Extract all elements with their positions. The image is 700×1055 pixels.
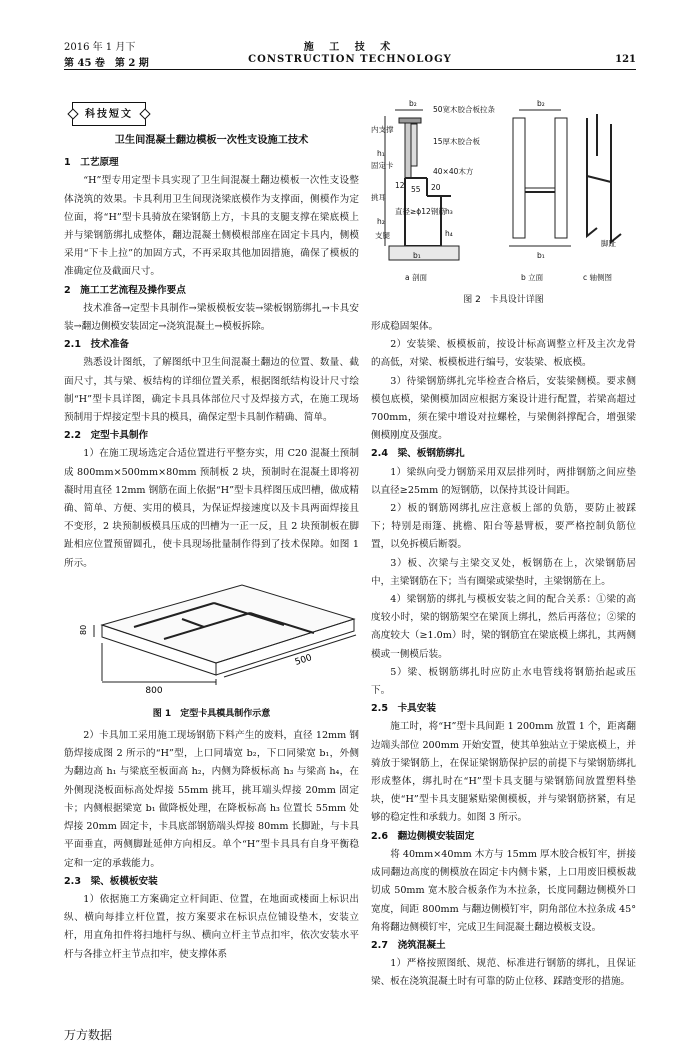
paragraph: 将 40mm×40mm 木方与 15mm 厚木胶合板钉牢，拼接成同翻边高度的侧模放在固定卡内侧卡紧，上口用废旧模板裁切成 50mm 宽木胶合板条作为木拉条，长度同翻边侧模外口宽度，间距 800mm 与翻边侧模钉牢，阴角部位木拉条成 45°角将翻边侧模钉牢，完成卫生间混凝土翻边模板支设。 [371, 848, 636, 933]
paragraph: 1）梁纵向受力钢筋采用双层排列时，两排钢筋之间应垫以直径≥25mm 的短钢筋，以保持其设计间距。 [371, 466, 636, 496]
figure-2 [371, 96, 636, 292]
page-number: 121 [615, 54, 636, 65]
fig1-dim-height: 80 [79, 624, 88, 635]
fig2-label-h4: h₄ [445, 229, 453, 238]
fig1-mold-drawing [64, 577, 359, 703]
fig2-label-plywood15: 15厚木胶合板 [433, 137, 481, 146]
fig2-label-55: 55 [411, 185, 421, 194]
fig2-label-b2: b₂ [409, 99, 417, 108]
running-header [64, 38, 636, 78]
left-text-before-figure [64, 154, 359, 573]
paragraph: 1）在施工现场选定合适位置进行平整夯实，用 C20 混凝土预制成 800mm×500mm×80mm 预制板 2 块，预制时在混凝土即将初凝时用直径 12mm 钢筋在面上依据“H”型卡具样图压成凹槽，做成精确、简单、方便、实用的模具，为保证焊接速度以及卡具两面焊接且不变形，2 块预制板模具压成的凹槽为一正一反，且 2 块预制板在脚趾相应位置预留圆孔，使卡具现场批量制作得到了技术保障。如图 1 所示。 [64, 448, 359, 569]
paragraph: 施工时，将“H”型卡具间距 1 200mm 放置 1 个，距离翻边端头部位 200mm 开始安置，使其单独站立于梁底模上，并骑放于梁钢筋上，在保证梁钢筋保护层的前提下与梁钢筋绑扎形成整体，绑扎时在“H”型卡具支腿与梁钢筋间放置塑料垫块，使“H”型卡具支腿紧贴梁侧模板，并与梁钢筋挤紧，有足够的稳定性和承载力。如图 3 所示。 [371, 721, 636, 824]
fig2-label-inner-support: 内支撑 [371, 125, 394, 134]
fig2-sub-c: c 轴侧图 [583, 273, 613, 282]
fig1-caption: 图 1 定型卡具模具制作示意 [152, 708, 271, 719]
fig1-dim-width: 800 [145, 685, 163, 696]
paragraph: 2）板的钢筋网绑扎应注意板上部的负筋，要防止被踩下；特别是雨篷、挑檐、阳台等悬臂板，要严格控制负筋位置，以免拆模后断裂。 [371, 503, 636, 551]
fig1-dim-depth: 500 [293, 652, 314, 668]
fig2-label-leg: 支腿 [375, 231, 390, 240]
subsection-heading: 2.4 梁、板钢筋绑扎 [371, 448, 465, 460]
section-heading: 1 工艺原理 [64, 157, 119, 169]
fig2-clamp-drawing [371, 96, 636, 292]
paragraph: 1）严格按照图纸、规范、标准进行钢筋的绑扎，且保证梁、板在浇筑混凝土时有可靠的防止位移、踩踏变形的措施。 [371, 958, 636, 988]
subsection-heading: 2.5 卡具安装 [371, 703, 436, 715]
fig2-label-rebar: 直径≥ϕ12钢筋 [395, 207, 446, 216]
paragraph: 1）依据施工方案确定立杆间距、位置，在地面或楼面上标识出纵、横向每排立杆位置，按方案要求在标识点位铺设垫木，安装立杆，用直角扣件将扫地杆与纵、横向立杆主节点扣牢，依次安装水平杆与各排立杆主节点扣牢，使支撑体系 [64, 893, 359, 960]
fig2-label-fixing-clip: 固定卡 [371, 161, 394, 170]
fig2-caption: 图 2 卡具设计详图 [463, 295, 544, 305]
fig2-sub-a: a 剖面 [405, 273, 427, 282]
fig2-label-h2: h₂ [377, 217, 385, 226]
figure-1 [64, 577, 359, 703]
fig2-label-20: 20 [431, 183, 441, 192]
footer-source: 万方数据 [64, 1028, 113, 1042]
paragraph: 4）梁钢筋的绑扎与模板安装之间的配合关系：①梁的高度较小时，梁的钢筋架空在梁顶上绑扎，然后再落位；②梁的高度较大（≥1.0m）时，梁的钢筋宜在梁底模上绑扎，其两侧模或一侧模后装。 [371, 594, 636, 660]
fig2-label-b1: b₁ [413, 251, 421, 260]
article-title: 卫生间混凝土翻边模板一次性支设施工技术 [114, 135, 309, 146]
subsection-heading: 2.3 梁、板模板安装 [64, 875, 158, 887]
left-text-after-figure [64, 727, 359, 964]
section-heading: 2 施工工艺流程及操作要点 [64, 284, 186, 296]
subsection-heading: 2.6 翻边侧模安装固定 [371, 830, 475, 842]
journal-name-en: CONSTRUCTION TECHNOLOGY [248, 54, 452, 65]
subsection-heading: 2.1 技术准备 [64, 339, 129, 351]
fig2-label-h1: h₁ [377, 149, 385, 158]
paragraph: “H”型专用定型卡具实现了卫生间混凝土翻边模板一次性支设整体浇筑的效果。卡具利用卫生间现浇梁底模作为支撑面，侧模作为定位面，将“H”型卡具骑放在梁钢筋上方，卡具的支腿支撑在梁底模上并与梁钢筋绑扎成整体，翻边混凝土侧模根部座在固定卡具内，侧模采用“下卡上拉”的加固方式，不再采取其他加固措施，确保了模板的准确定位及截面尺寸。 [64, 175, 359, 278]
fig2-label-plywood-strip: 50宽木胶合板拉条 [433, 105, 496, 114]
fig2-label-h3: h₃ [445, 207, 453, 216]
fig2-label-b2-elev: b₂ [537, 99, 545, 108]
fig2-sub-b: b 立面 [521, 273, 544, 282]
journal-name-cn: 施 工 技 术 [303, 42, 397, 53]
fig2-label-wood40: 40×40木方 [433, 167, 474, 176]
fig2-label-12: 12 [395, 181, 405, 190]
volume-issue: 第 45 卷 第 2 期 [64, 58, 149, 69]
paragraph: 3）板、次梁与主梁交叉处，板钢筋在上，次梁钢筋居中，主梁钢筋在下；当有圈梁或梁垫时，主梁钢筋在上。 [371, 557, 636, 587]
subsection-heading: 2.2 定型卡具制作 [64, 430, 149, 442]
subsection-heading: 2.7 浇筑混凝土 [371, 939, 446, 951]
paragraph: 2）安装梁、板模板前，按设计标高调整立杆及主次龙骨的高低，对梁、板模板进行编号，安装梁、板底模。 [371, 339, 636, 369]
issue-date: 2016 年 1 月下 [64, 42, 136, 53]
fig2-label-foot: 脚趾 [601, 239, 616, 248]
paragraph: 2）卡具加工采用施工现场钢筋下料产生的废料，直径 12mm 钢筋焊接成图 2 所示的“H”型，上口同墙宽 b₂，下口同梁宽 b₁，外侧为翻边高 h₁ 与梁底至板面高 h₂，内侧为降板标高 h₃ 与梁高 h₄，在外侧现浇板面标高处焊接 55mm 挑耳，挑耳端头焊接 20mm 固定卡；内侧根据梁宽 b₁ 做降板处理，在降板标高 h₃ 位置长 55mm 处焊接 20mm 固定卡，卡具底部钢筋端头焊接 80mm 长脚趾，与卡具平面垂直，两侧脚趾延伸方向相反。单个“H”型卡具具有自身平衡稳定和一定的承载能力。 [64, 730, 359, 869]
section-badge: 科技短文 [72, 102, 146, 126]
header-rule [64, 69, 636, 70]
left-column [64, 96, 359, 964]
fig2-label-ear: 挑耳 [371, 193, 386, 202]
paragraph: 技术准备→定型卡具制作→梁板模板安装→梁板钢筋绑扎→卡具安装→翻边侧模安装固定→浇筑混凝土→模板拆除。 [64, 302, 359, 333]
fig2-label-b1-elev: b₁ [537, 251, 545, 260]
paragraph: 3）待梁钢筋绑扎完毕检查合格后，安装梁侧模。要求侧模包底模，梁侧模加固应根据方案设计进行配置，若梁高超过 700mm，须在梁中增设对拉螺栓，与梁侧斜撑配合，增强梁侧模刚度及强度。 [371, 375, 636, 442]
right-column [371, 318, 636, 992]
paragraph: 5）梁、板钢筋绑扎时应防止水电管线将钢筋抬起或压下。 [371, 666, 636, 697]
paragraph: 熟悉设计图纸，了解图纸中卫生间混凝土翻边的位置、数量、截面尺寸，其与梁、板结构的详细位置关系，根据图纸结构设计尺寸绘制“H”型卡具详图，确定卡具具体部位尺寸及焊接方式，在施工现场预制用于焊接定型卡具的模具，确保定型卡具制作精确、简单。 [64, 357, 359, 424]
paragraph: 形成稳固架体。 [371, 321, 439, 332]
